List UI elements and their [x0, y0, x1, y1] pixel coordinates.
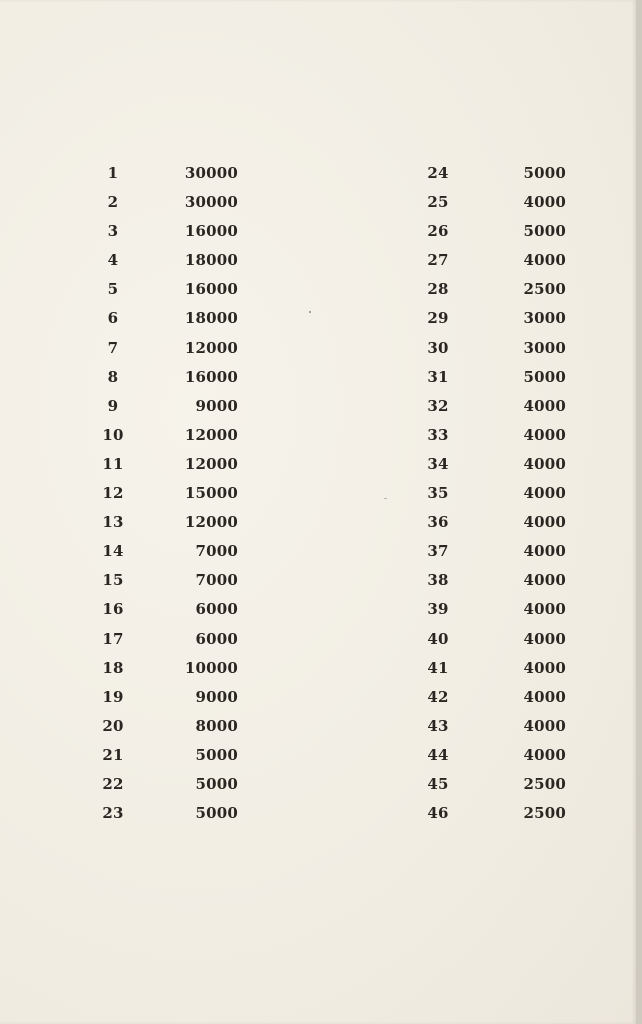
row-number: 38: [427, 571, 449, 590]
table-row: [415, 741, 615, 770]
table-row: [90, 159, 290, 188]
row-number: 31: [427, 367, 449, 386]
table-row: [90, 479, 290, 508]
row-amount: 4000: [523, 454, 566, 473]
table-row: [415, 159, 615, 188]
table-row: [90, 392, 290, 421]
row-number: 46: [427, 804, 449, 823]
table-row: [415, 421, 615, 450]
row-amount: 4000: [523, 745, 566, 764]
table-row: [415, 334, 615, 363]
table-row: [415, 304, 615, 333]
table-row: [415, 508, 615, 537]
row-amount: 8000: [195, 716, 238, 735]
row-amount: 10000: [184, 658, 238, 677]
row-number: 10: [102, 425, 124, 444]
row-number: 25: [427, 193, 449, 212]
row-amount: 4000: [523, 716, 566, 735]
table-row: [415, 392, 615, 421]
left-column: [90, 159, 290, 828]
table-row: [415, 479, 615, 508]
table-row: [90, 625, 290, 654]
row-number: 42: [427, 687, 449, 706]
row-amount: 3000: [523, 338, 566, 357]
table-row: [90, 537, 290, 566]
row-number: 19: [102, 687, 124, 706]
row-number: 8: [107, 367, 119, 386]
row-number: 39: [427, 600, 449, 619]
row-number: 43: [427, 716, 449, 735]
row-number: 4: [107, 251, 119, 270]
row-amount: 2500: [523, 804, 566, 823]
row-number: 21: [102, 745, 124, 764]
table-row: [415, 363, 615, 392]
table-row: [90, 304, 290, 333]
row-number: 18: [102, 658, 124, 677]
row-amount: 4000: [523, 513, 566, 532]
row-number: 9: [107, 396, 119, 415]
row-number: 36: [427, 513, 449, 532]
row-amount: 16000: [184, 367, 238, 386]
table-row: [90, 450, 290, 479]
row-number: 14: [102, 542, 124, 561]
row-amount: 4000: [523, 425, 566, 444]
table-row: [415, 712, 615, 741]
row-number: 17: [102, 629, 124, 648]
row-amount: 4000: [523, 658, 566, 677]
table-row: [415, 275, 615, 304]
row-number: 15: [102, 571, 124, 590]
table-row: [415, 217, 615, 246]
row-amount: 4000: [523, 484, 566, 503]
row-number: 45: [427, 774, 449, 793]
row-number: 7: [107, 338, 119, 357]
table-row: [90, 334, 290, 363]
table-row: [90, 712, 290, 741]
table-row: [415, 188, 615, 217]
table-row: [90, 188, 290, 217]
row-amount: 30000: [184, 193, 238, 212]
row-number: 11: [102, 454, 124, 473]
row-number: 32: [427, 396, 449, 415]
row-amount: 5000: [195, 804, 238, 823]
row-amount: 30000: [184, 164, 238, 182]
row-amount: 7000: [195, 542, 238, 561]
row-number: 20: [102, 716, 124, 735]
row-amount: 4000: [523, 251, 566, 270]
row-amount: 5000: [195, 745, 238, 764]
table-row: [90, 508, 290, 537]
row-amount: 4000: [523, 396, 566, 415]
paper-speck: [384, 498, 387, 499]
row-amount: 12000: [184, 513, 238, 532]
row-amount: 4000: [523, 571, 566, 590]
table-row: [415, 450, 615, 479]
row-number: 44: [427, 745, 449, 764]
table-row: [90, 741, 290, 770]
row-number: 13: [102, 513, 124, 532]
row-number: 29: [427, 309, 449, 328]
row-number: 27: [427, 251, 449, 270]
row-amount: 7000: [195, 571, 238, 590]
row-number: 1: [107, 164, 119, 182]
table-row: [415, 246, 615, 275]
table-row: [415, 537, 615, 566]
row-amount: 4000: [523, 542, 566, 561]
row-number: 40: [427, 629, 449, 648]
row-amount: 5000: [195, 774, 238, 793]
row-amount: 6000: [195, 629, 238, 648]
table-row: [415, 683, 615, 712]
row-amount: 12000: [184, 338, 238, 357]
row-number: 26: [427, 222, 449, 241]
row-number: 5: [107, 280, 119, 299]
row-number: 28: [427, 280, 449, 299]
row-amount: 5000: [523, 222, 566, 241]
row-amount: 4000: [523, 193, 566, 212]
row-number: 33: [427, 425, 449, 444]
row-amount: 4000: [523, 629, 566, 648]
row-amount: 4000: [523, 687, 566, 706]
row-number: 35: [427, 484, 449, 503]
row-amount: 12000: [184, 425, 238, 444]
row-number: 12: [102, 484, 124, 503]
row-number: 6: [107, 309, 119, 328]
row-amount: 5000: [523, 367, 566, 386]
table-row: [90, 246, 290, 275]
row-number: 37: [427, 542, 449, 561]
row-number: 22: [102, 774, 124, 793]
table-row: [90, 683, 290, 712]
row-amount: 16000: [184, 280, 238, 299]
right-column: [415, 159, 615, 828]
row-amount: 18000: [184, 251, 238, 270]
row-amount: 9000: [195, 687, 238, 706]
page-edge: [636, 0, 642, 1024]
table-row: [415, 799, 615, 828]
row-number: 3: [107, 222, 119, 241]
row-amount: 4000: [523, 600, 566, 619]
table-row: [90, 275, 290, 304]
paper-speck: [309, 311, 311, 313]
row-amount: 12000: [184, 454, 238, 473]
row-number: 30: [427, 338, 449, 357]
table-row: [90, 566, 290, 595]
table-row: [415, 595, 615, 624]
row-amount: 3000: [523, 309, 566, 328]
row-amount: 9000: [195, 396, 238, 415]
table-row: [415, 654, 615, 683]
table-row: [90, 421, 290, 450]
table-row: [90, 363, 290, 392]
row-number: 41: [427, 658, 449, 677]
row-number: 34: [427, 454, 449, 473]
row-amount: 18000: [184, 309, 238, 328]
row-amount: 2500: [523, 774, 566, 793]
table-row: [415, 566, 615, 595]
table-row: [90, 217, 290, 246]
row-amount: 2500: [523, 280, 566, 299]
table-row: [415, 625, 615, 654]
table-row: [415, 770, 615, 799]
row-amount: 15000: [184, 484, 238, 503]
table-row: [90, 654, 290, 683]
row-number: 16: [102, 600, 124, 619]
table-row: [90, 595, 290, 624]
table-row: [90, 799, 290, 828]
table-row: [90, 770, 290, 799]
row-number: 2: [107, 193, 119, 212]
row-number: 23: [102, 804, 124, 823]
row-amount: 6000: [195, 600, 238, 619]
row-amount: 16000: [184, 222, 238, 241]
row-number: 24: [427, 164, 449, 182]
row-amount: 5000: [523, 164, 566, 182]
